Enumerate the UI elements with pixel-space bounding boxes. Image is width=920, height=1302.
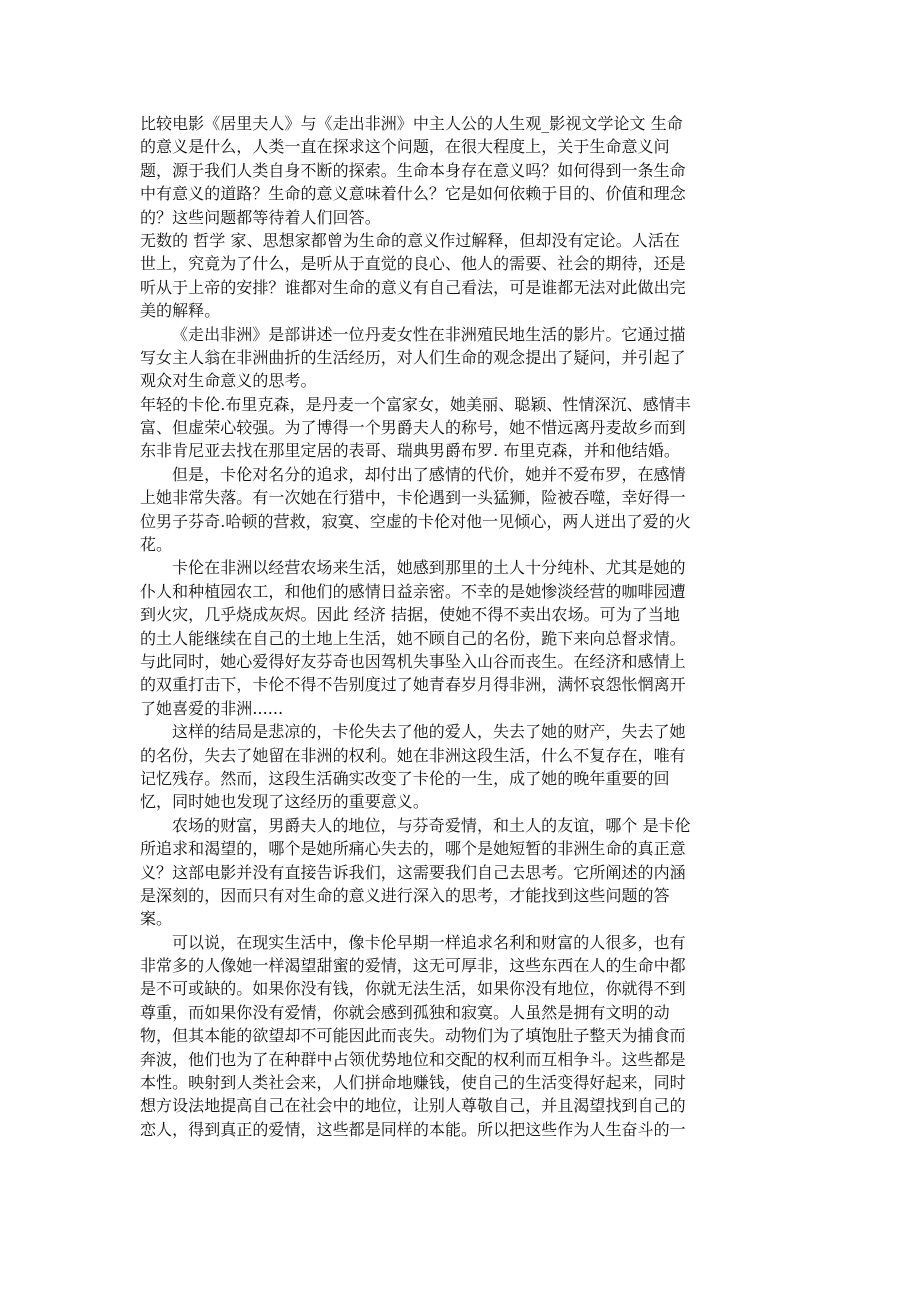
text-line: 到火灾，几乎烧成灰烬。因此 经济 拮据，使她不得不卖出农场。可为了当地 <box>140 605 680 625</box>
article-body <box>140 112 780 1141</box>
text-line: 义？这部电影并没有直接告诉我们，这需要我们自己去思考。它所阐述的内涵 <box>140 862 686 882</box>
text-line: 非常多的人像她一样渴望甜蜜的爱情，这无可厚非，这些东西在人的生命中都 <box>140 956 686 976</box>
text-line: 这样的结局是悲凉的，卡伦失去了他的爱人，失去了她的财产，失去了她 <box>172 722 686 742</box>
text-line: 美的解释。 <box>140 301 221 321</box>
text-line: 是不可或缺的。如果你没有钱，你就无法生活，如果你没有地位，你就得不到 <box>140 979 686 999</box>
text-line: 是深刻的，因而只有对生命的意义进行深入的思考，才能找到这些问题的答 <box>140 885 670 905</box>
text-line: 忆，同时她也发现了这经历的重要意义。 <box>140 792 429 812</box>
text-line: 卡伦在非洲以经营农场来生活，她感到那里的土人十分纯朴、尤其是她的 <box>172 558 686 578</box>
text-line: 题，源于我们人类自身不断的探索。生命本身存在意义吗？如何得到一条生命 <box>140 160 686 180</box>
text-line: 无数的 哲学 家、思想家都曾为生命的意义作过解释，但却没有定论。人活在 <box>140 230 680 250</box>
text-line: 案。 <box>140 909 173 929</box>
text-line: 观众对生命意义的思考。 <box>140 371 317 391</box>
text-line: 东非肯尼亚去找在那里定居的表哥、瑞典男爵布罗. 布里克森，并和他结婚。 <box>140 441 680 461</box>
text-line: 年轻的卡伦.布里克森，是丹麦一个富家女，她美丽、聪颖、性情深沉、感情丰 <box>140 394 691 414</box>
text-line: 的名份，失去了她留在非洲的权利。她在非洲这段生活，什么不复存在，唯有 <box>140 745 686 765</box>
text-line: 农场的财富，男爵夫人的地位，与芬奇爱情，和土人的友谊，哪个 是卡伦 <box>172 815 691 835</box>
text-line: 物，但其本能的欲望却不可能因此而丧失。动物们为了填饱肚子整天为捕食而 <box>140 1026 686 1046</box>
text-line: 仆人和种植园农工，和他们的感情日益亲密。不幸的是她惨淡经营的咖啡园遭 <box>140 581 686 601</box>
text-line: 恋人，得到真正的爱情，这些都是同样的本能。所以把这些作为人生奋斗的一 <box>140 1119 686 1139</box>
text-line: 上她非常失落。有一次她在行猎中，卡伦遇到一头猛狮，险被吞噬，幸好得一 <box>140 488 686 508</box>
text-line: 的？这些问题都等待着人们回答。 <box>140 207 381 227</box>
text-line: 想方设法地提高自己在社会中的地位，让别人尊敬自己，并且渴望找到自己的 <box>140 1096 686 1116</box>
text-line: 位男子芬奇.哈顿的营救，寂寞、空虚的卡伦对他一见倾心，两人迸出了爱的火 <box>140 511 691 531</box>
text-line: 记忆残存。然而，这段生活确实改变了卡伦的一生，成了她的晚年重要的回 <box>140 768 670 788</box>
text-line: 但是，卡伦对名分的追求，却付出了感情的代价，她并不爱布罗，在感情 <box>172 464 686 484</box>
text-line: 中有意义的道路？生命的意义意味着什么？它是如何依赖于目的、价值和理念 <box>140 184 686 204</box>
text-line: 所追求和渴望的，哪个是她所痛心失去的，哪个是她短暂的非洲生命的真正意 <box>140 839 686 859</box>
text-line: 写女主人翁在非洲曲折的生活经历，对人们生命的观念提出了疑问，并引起了 <box>140 347 686 367</box>
text-line: 比较电影《居里夫人》与《走出非洲》中主人公的人生观_影视文学论文 生命 <box>140 114 683 133</box>
text-line: 了她喜爱的非洲...... <box>140 698 284 718</box>
text-line: 的意义是什么，人类一直在探求这个问题，在很大程度上，关于生命意义问 <box>140 137 670 157</box>
text-line: 尊重，而如果你没有爱情，你就会感到孤独和寂寞。人虽然是拥有文明的动 <box>140 1002 670 1022</box>
text-line: 《走出非洲》是部讲述一位丹麦女性在非洲殖民地生活的影片。它通过描 <box>172 324 686 344</box>
text-line: 花。 <box>140 535 173 555</box>
text-line: 本性。映射到人类社会来，人们拼命地赚钱，使自己的生活变得好起来，同时 <box>140 1073 686 1093</box>
text-line: 的双重打击下，卡伦不得不告别度过了她青春岁月得非洲，满怀哀怨怅惘离开 <box>140 675 686 695</box>
text-line: 世上，究竟为了什么，是听从于直觉的良心、他人的需要、社会的期待，还是 <box>140 254 686 274</box>
text-line: 与此同时，她心爱得好友芬奇也因驾机失事坠入山谷而丧生。在经济和感情上 <box>140 651 686 671</box>
text-line: 的土人能继续在自己的土地上生活，她不顾自己的名份，跪下来向总督求情。 <box>140 628 686 648</box>
text-line: 可以说，在现实生活中，像卡伦早期一样追求名利和财富的人很多，也有 <box>172 932 686 952</box>
text-line: 富、但虚荣心较强。为了博得一个男爵夫人的称号，她不惜远离丹麦故乡而到 <box>140 418 686 438</box>
text-line: 听从于上帝的安排？谁都对生命的意义有自己看法，可是谁都无法对此做出完 <box>140 277 686 297</box>
text-line: 奔波，他们也为了在种群中占领优势地位和交配的权利而互相争斗。这些都是 <box>140 1049 686 1069</box>
